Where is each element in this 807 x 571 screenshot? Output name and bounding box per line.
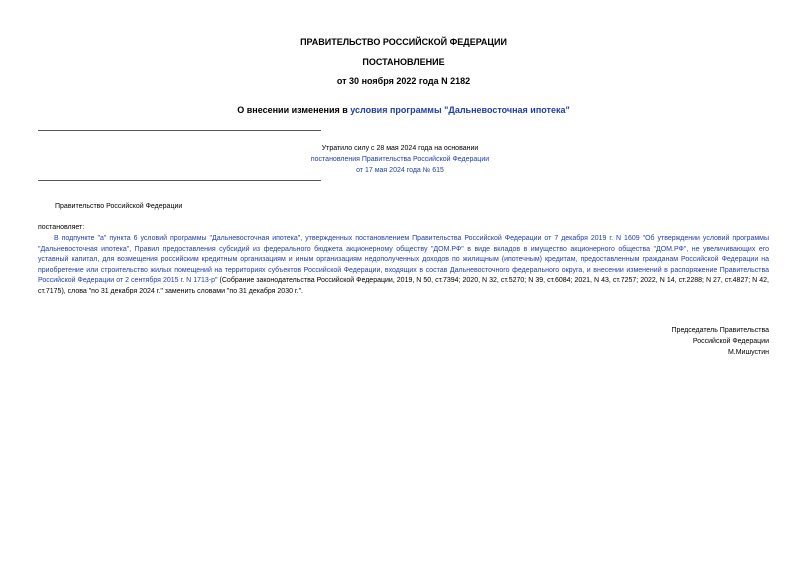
main-paragraph [38,234,769,298]
lost-force-link-decree[interactable]: постановления Правительства Российской Федерации [310,156,490,163]
document-title [0,105,807,115]
signature-org: Российской Федерации [692,338,769,345]
divider-bottom [38,180,321,181]
title-prefix: О внесении изменения в [237,105,351,115]
paragraph-rest: (Собрание законодательства Российской Федерации, 2019, N 50, ст.7394; 2020, N 32, ст.5270; N 39, ст.6084; 2021, N 43, ст.7257; 2022, N 14, ст.2288; N 27, ст.4827; N 42, ст.7175), слова "по 31 декабря 2024 г." заменить словами "по 31 декабря 2030 г.". [38,277,769,295]
amended-act-link[interactable]: В подпункте "а" пункта 6 условий программы "Дальневосточная ипотека", утвержденных постановлением Правительства Российской Федерации от 7 декабря 2019 г. N 1609 "Об утверждении условий программы "Дальневосточная ипотека", Правил предоставления субсидий из федерального бюджета акционерному обществу "ДОМ.РФ" в виде вкладов в имущество акционерного общества "ДОМ.РФ", не увеличивающих его уставный капитал, для возмещения российским кредитным организациям и иным организациям недополученных доходов по жилищным (ипотечным) кредитам, предоставленным гражданам Российской Федерации на приобретение или строительство жилых помещений на территориях субъектов Российской Федерации, входящих в состав Дальневосточного федерального округа, и внесении изменений в распоряжение Правительства Российской Федерации от 2 сентября 2015 г. N 1713-р" [38,235,769,285]
lost-force-link-date[interactable]: от 17 мая 2024 года № 615 [356,167,444,174]
decrees-line: постановляет: [38,224,85,231]
signature-position: Председатель Правительства [671,327,769,334]
divider-top [38,130,321,131]
signature-block [672,325,769,358]
document-type: ПОСТАНОВЛЕНИЕ [362,57,445,67]
government-line: Правительство Российской Федерации [55,203,183,210]
signature-name: М.Мишустин [727,349,769,356]
lost-force-line: Утратило силу с 28 мая 2024 года на основании [321,145,479,152]
document-date-number: от 30 ноября 2022 года N 2182 [336,76,471,86]
issuer-heading: ПРАВИТЕЛЬСТВО РОССИЙСКОЙ ФЕДЕРАЦИИ [300,37,507,47]
title-link[interactable]: условия программы "Дальневосточная ипотека" [350,105,570,115]
lost-force-note [190,143,610,176]
